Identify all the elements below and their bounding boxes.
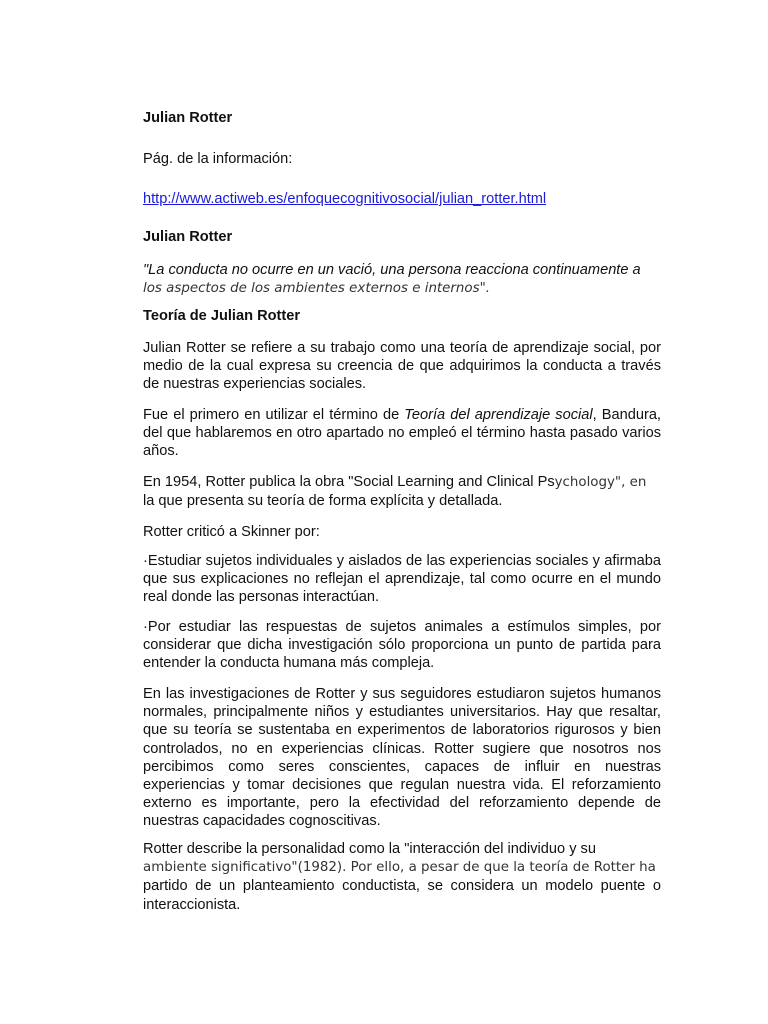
paragraph-7: En las investigaciones de Rotter y sus seguidores estudiaron sujetos humanos normales, principalmente niños y estudiantes universitarios. Hay que resaltar, que su teoría se sustentaba en experimentos de laboratorios rigurosos y bien controlados, no en experiencias clínicas. Rotter sugiere que nosotros nos percibimos como seres conscientes, capaces de influir en nuestras experiencias y tomar decisiones que regulan nuestra vida. El reforzamiento externo es importante, pero la efectividad del reforzamiento depende de nuestras capacidades cognoscitivas. [143, 686, 661, 830]
paragraph-3-end: la que presenta su teoría de forma explícita y detallada. [143, 493, 503, 510]
section-heading: Teoría de Julian Rotter [143, 308, 301, 324]
quote-text-soft: los aspectos de los ambientes externos e internos". [143, 281, 490, 297]
paragraph-2-emphasis: Teoría del aprendizaje social [404, 407, 593, 423]
paragraph-6: ·Por estudiar las respuestas de sujetos animales a estímulos simples, por considerar que dicha investigación sólo proporciona un punto de partida para entender la conducta humana más compleja. [143, 619, 661, 672]
paragraph-8 [143, 840, 661, 914]
paragraph-3 [143, 473, 661, 510]
paragraph-5: ·Estudiar sujetos individuales y aislados de las experiencias sociales y afirmaba que sus explicaciones no reflejan el aprendizaje, tal como ocurre en el mundo real donde las personas interactúan. [143, 553, 661, 606]
document-title: Julian Rotter [143, 110, 233, 126]
paragraph-3-main: En 1954, Rotter publica la obra "Social Learning and Clinical Ps [143, 474, 555, 490]
paragraph-8-line1: Rotter describe la personalidad como la "interacción del individuo y su [143, 841, 596, 857]
paragraph-8-soft: ambiente significativo"(1982). Por ello, a pesar de que la teoría de Rotter ha [143, 860, 656, 876]
paragraph-2-before: Fue el primero en utilizar el término de [143, 407, 405, 423]
paragraph-3-soft: ychology", en [554, 475, 647, 490]
source-link[interactable]: http://www.actiweb.es/enfoquecognitivosocial/julian_rotter.html [143, 191, 547, 207]
quote-block [143, 261, 661, 298]
quote-text-main: "La conducta no ocurre en un vació, una persona reacciona continuamente a [143, 262, 641, 278]
paragraph-2 [143, 406, 661, 461]
paragraph-4: Rotter criticó a Skinner por: [143, 524, 320, 540]
paragraph-2-after: , Bandura, del que hablaremos en otro apartado no empleó el término hasta pasado varios años. [143, 407, 661, 460]
subtitle: Julian Rotter [143, 229, 233, 245]
paragraph-8-end: partido de un planteamiento conductista, se considera un modelo puente o interaccionista. [143, 878, 661, 913]
source-label: Pág. de la información: [143, 151, 293, 167]
paragraph-1: Julian Rotter se refiere a su trabajo como una teoría de aprendizaje social, por medio de la cual expresa su creencia de que adquirimos la conducta a través de nuestras experiencias sociales. [143, 340, 661, 393]
source-link-line [143, 190, 661, 208]
